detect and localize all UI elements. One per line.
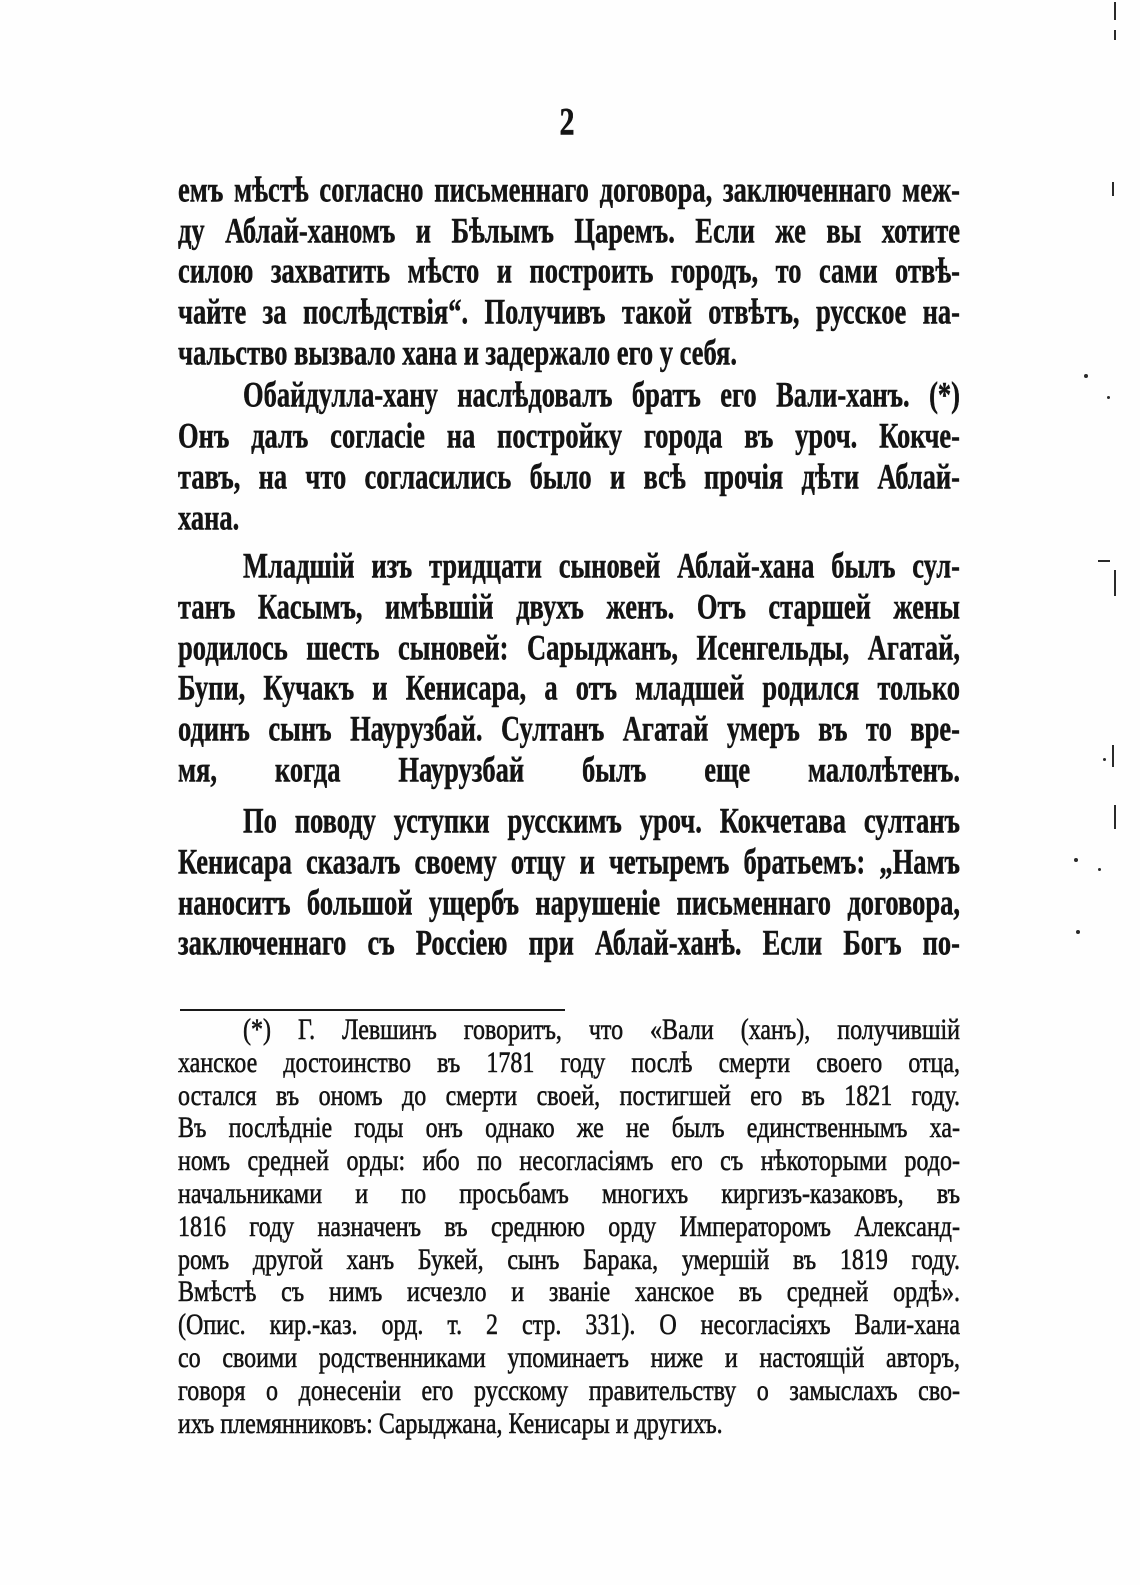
text-line: тавъ, на что согласились было и всѣ прочія дѣти Аблай- xyxy=(178,455,960,497)
text-line: чайте за послѣдствія“. Получивъ такой отвѣтъ, русское на- xyxy=(178,290,960,332)
text-line: родилось шесть сыновей: Сарыджанъ, Исенгельды, Агатай, xyxy=(178,626,960,667)
text-line: ду Аблай-ханомъ и Бѣлымъ Царемъ. Если же вы хотите xyxy=(178,209,960,251)
text-line: одинъ сынъ Наурузбай. Султанъ Агатай умеръ въ то вре- xyxy=(178,707,960,749)
scan-artifact xyxy=(1114,2,1116,20)
footnote-line: говоря о донесеніи его русскому правительству о замыслахъ сво- xyxy=(178,1375,960,1408)
scan-artifact xyxy=(1114,805,1116,829)
paragraph xyxy=(178,546,960,790)
text-line: танъ Касымъ, имѣвшій двухъ женъ. Отъ старшей жены xyxy=(178,585,960,627)
page-number: 2 xyxy=(559,100,575,144)
footnote-line: начальниками и по просьбамъ многихъ киргизъ-казаковъ, въ xyxy=(178,1178,960,1211)
text-line: наноситъ большой ущербъ нарушеніе письменнаго договора, xyxy=(178,881,960,923)
footnote-line: (Опис. кир.-каз. орд. т. 2 стр. 331). О несогласіяхъ Вали-хана xyxy=(178,1309,960,1342)
text-line: емъ мѣстѣ согласно письменнаго договора, заключеннаго меж- xyxy=(178,168,960,210)
text-line: Младшій изъ тридцати сыновей Аблай-хана былъ сул- xyxy=(243,545,960,586)
footnote-line: (*) Г. Левшинъ говоритъ, что «Вали (ханъ), получившій xyxy=(243,1014,960,1047)
text-line: По поводу уступки русскимъ уроч. Кокчетава султанъ xyxy=(243,800,960,841)
paragraph xyxy=(178,375,960,538)
footnote-line: ихъ племянниковъ: Сарыджана, Кенисары и другихъ. xyxy=(178,1407,723,1441)
footnote-line: со своими родственниками упоминаетъ ниже и настоящій авторъ, xyxy=(178,1342,960,1375)
scan-artifact xyxy=(1114,30,1116,40)
text-line: Онъ далъ согласіе на постройку города въ уроч. Кокче- xyxy=(178,415,960,456)
paragraph xyxy=(178,170,960,373)
text-line: Обайдулла-хану наслѣдовалъ братъ его Вали-ханъ. (*) xyxy=(243,374,960,415)
footnote-line: Въ послѣдніе годы онъ однако же не былъ единственнымъ ха- xyxy=(178,1112,960,1146)
text-line: хана. xyxy=(178,496,240,537)
scan-artifact xyxy=(1103,758,1106,761)
footnote-line: 1816 году назначенъ въ среднюю орду Императоромъ Александ- xyxy=(178,1211,960,1244)
footnote-line: ханское достоинство въ 1781 году послѣ смерти своего отца, xyxy=(178,1047,960,1080)
text-line: мя, когда Наурузбай былъ еще малолѣтенъ. xyxy=(178,748,960,790)
text-line: Бупи, Кучакъ и Кенисара, а отъ младшей родился только xyxy=(178,667,960,708)
footnote-line: Вмѣстѣ съ нимъ исчезло и званіе ханское въ средней ордѣ». xyxy=(178,1276,960,1310)
text-line: Кенисара сказалъ своему отцу и четыремъ братьемъ: „Намъ xyxy=(178,840,960,882)
scan-artifact xyxy=(1084,374,1088,378)
footnote-line: номъ средней орды: ибо по несогласіямъ его съ нѣкоторыми родо- xyxy=(178,1145,960,1178)
scan-artifact xyxy=(1076,930,1080,934)
scan-artifact xyxy=(1074,858,1078,862)
scan-artifact xyxy=(1112,745,1114,767)
main-text xyxy=(178,170,960,964)
footnote xyxy=(178,1015,960,1441)
footnote-line: остался въ ономъ до смерти своей, постигшей его въ 1821 году. xyxy=(178,1079,960,1113)
text-line: заключеннаго съ Россіею при Аблай-ханѣ. Если Богъ по- xyxy=(178,922,960,963)
text-line: силою захватить мѣсто и построить городъ, то сами отвѣ- xyxy=(178,250,960,291)
scan-artifact xyxy=(1112,182,1114,196)
scan-artifact xyxy=(1098,868,1101,871)
footnote-line: ромъ другой ханъ Букей, сынъ Барака, умершій въ 1819 году. xyxy=(178,1243,960,1277)
paragraph xyxy=(178,801,960,964)
scan-artifact xyxy=(1107,396,1110,399)
text-line: чальство вызвало хана и задержало его у себя. xyxy=(178,331,737,373)
scan-artifact xyxy=(1114,570,1116,596)
scan-artifact xyxy=(1098,560,1110,562)
